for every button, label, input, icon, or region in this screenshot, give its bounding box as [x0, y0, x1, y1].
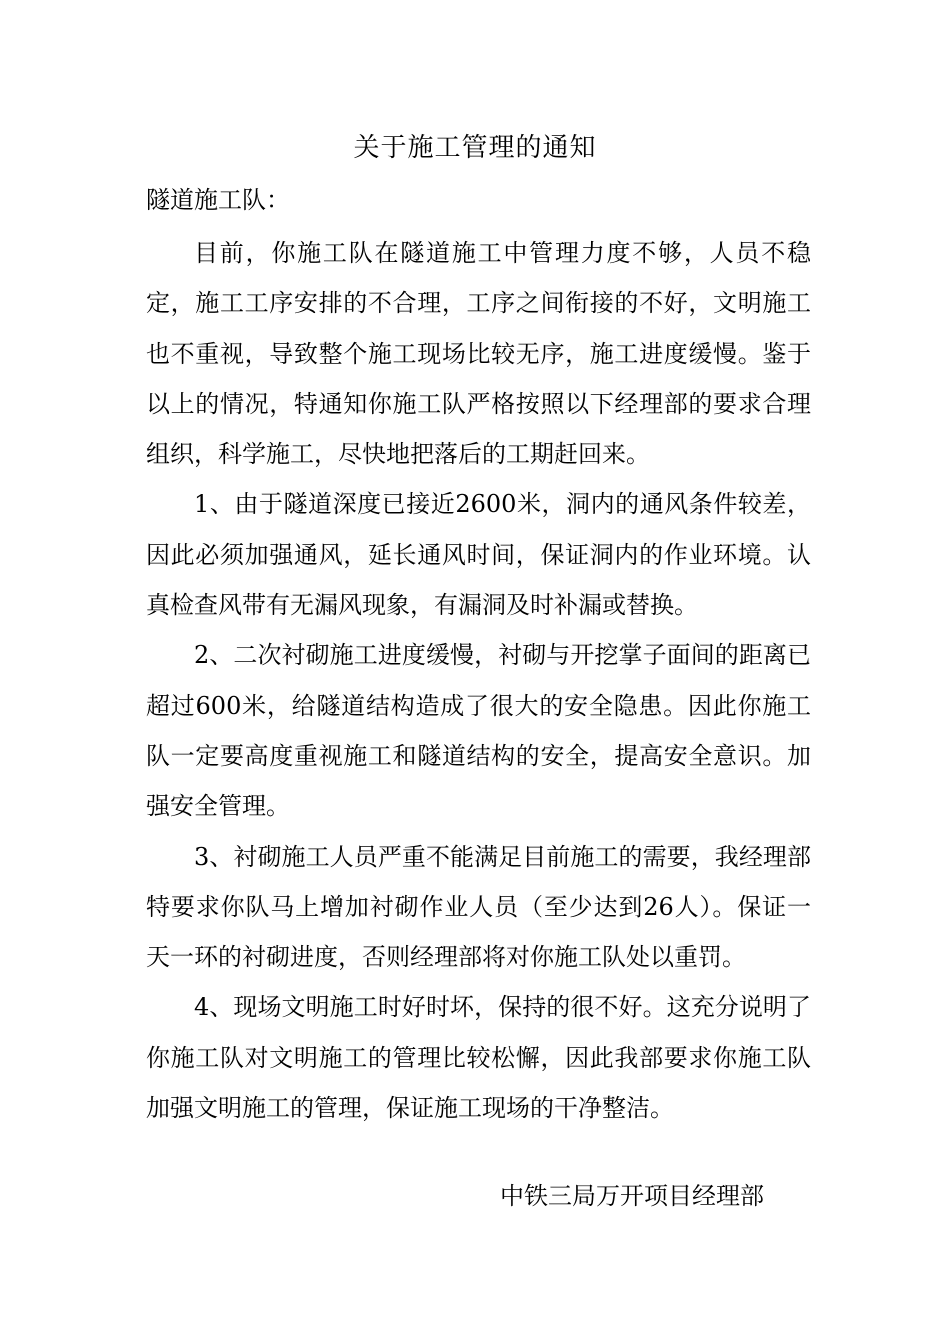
paragraph-item-3: 3、衬砌施工人员严重不能满足目前施工的需要，我经理部特要求你队马上增加衬砌作业人员（至少达到26人）。保证一天一环的衬砌进度，否则经理部将对你施工队处以重罚。	[146, 842, 811, 972]
paragraph-item-4: 4、现场文明施工时好时坏，保持的很不好。这充分说明了你施工队对文明施工的管理比较松懈，因此我部要求你施工队加强文明施工的管理，保证施工现场的干净整洁。	[146, 993, 811, 1123]
salutation: 隧道施工队：	[146, 186, 290, 214]
paragraph-intro: 目前，你施工队在隧道施工中管理力度不够，人员不稳定，施工工序安排的不合理，工序之间衔接的不好，文明施工也不重视，导致整个施工现场比较无序，施工进度缓慢。鉴于以上的情况，特通知你施工队严格按照以下经理部的要求合理组织，科学施工，尽快地把落后的工期赶回来。	[146, 239, 811, 469]
document-body	[146, 228, 811, 1133]
signature: 中铁三局万开项目经理部	[500, 1182, 764, 1210]
paragraph-item-1: 1、由于隧道深度已接近2600米，洞内的通风条件较差，因此必须加强通风，延长通风时间，保证洞内的作业环境。认真检查风带有无漏风现象，有漏洞及时补漏或替换。	[146, 490, 811, 620]
document-title: 关于施工管理的通知	[353, 133, 597, 163]
paragraph-item-2: 2、二次衬砌施工进度缓慢，衬砌与开挖掌子面间的距离已超过600米，给隧道结构造成了很大的安全隐患。因此你施工队一定要高度重视施工和隧道结构的安全，提高安全意识。加强安全管理。	[146, 641, 811, 821]
